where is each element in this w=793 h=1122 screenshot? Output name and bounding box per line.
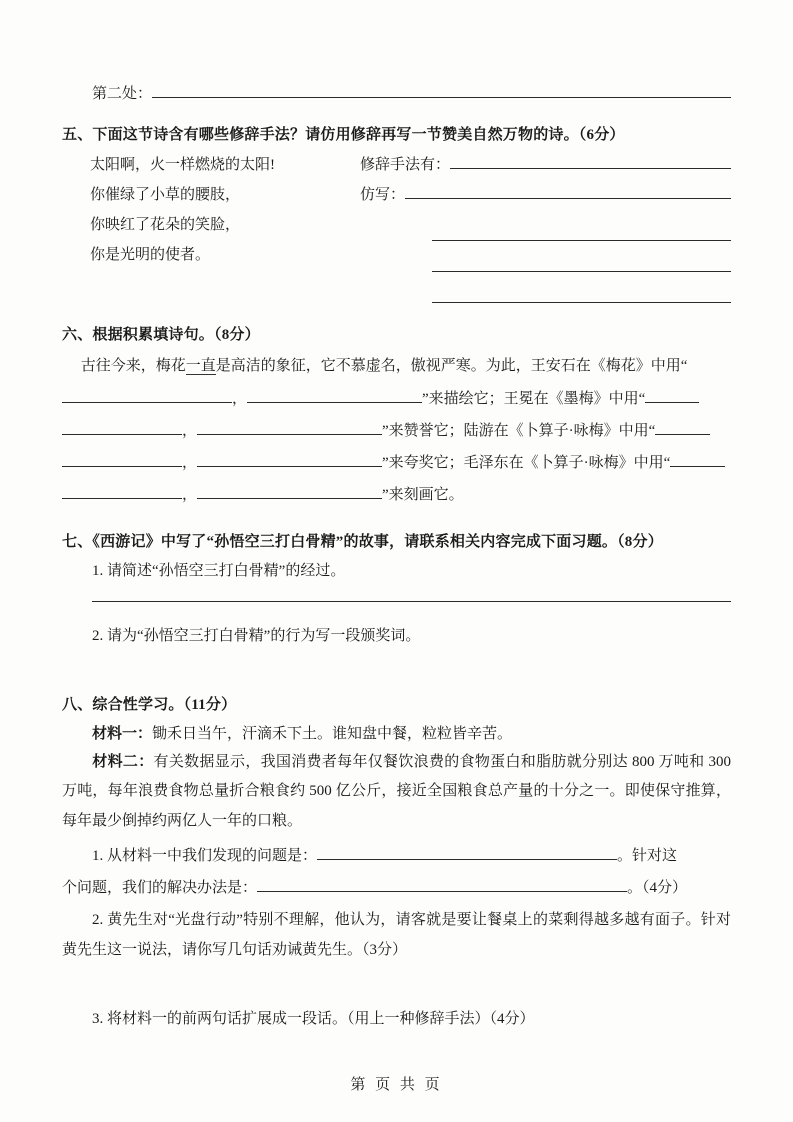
material-1-row: [62, 720, 731, 749]
section-5-poem-block: [62, 150, 731, 303]
section-8-question-3: [62, 1005, 731, 1034]
second-place-label: 第二处：: [92, 86, 153, 102]
poem-blank-1b[interactable]: [247, 386, 422, 403]
q1-blank-1[interactable]: [317, 843, 617, 860]
poem-blank-2a-cont[interactable]: [62, 418, 182, 435]
comma-2: ，: [182, 422, 198, 439]
q3-text: 3. 将材料一的前两句话扩展成一段话。（用上一种修辞手法）（4分）: [92, 1010, 535, 1027]
poem-line: 你是光明的使者。: [90, 247, 211, 264]
q1-text-b: 。针对这: [617, 847, 678, 864]
poem-blank-4a[interactable]: [670, 450, 725, 467]
imitation-blank-extra[interactable]: [432, 210, 731, 241]
poem-blank-2b[interactable]: [197, 418, 382, 435]
section-8-answer-space-2[interactable]: [62, 965, 731, 1005]
imitation-answer-row: [360, 180, 731, 210]
poem-fill-underlined-word: 一直: [185, 358, 216, 375]
poem-fill-text-e: ”来夸奖它；毛泽东在《卜算子·咏梅》中用“: [382, 455, 671, 471]
q2-text: 2. 黄先生对“光盘行动”特别不理解，他认为，请客就是要让餐桌上的菜剩得越多越有面子。针对黄先生这一说法，请你写几句话劝诫黄先生。（3分）: [62, 912, 731, 958]
poem-line: 你催绿了小草的腰肢，: [90, 187, 241, 204]
poem-blank-4a-cont[interactable]: [62, 483, 182, 500]
imitation-label: 仿写：: [360, 187, 406, 204]
material-2-text: 有关数据显示，我国消费者每年仅餐饮浪费的食物蛋白和脂肪就分别达 800 万吨和 300 万吨，每年浪费食物总量折合粮食约 500 亿公斤，接近全国粮食总产量的十分之一。即使保守推算，每年最少倒掉约两亿人一年的口粮。: [62, 754, 731, 829]
poem-line: 太阳啊，火一样燃烧的太阳!: [90, 157, 275, 174]
comma-4: ，: [182, 487, 198, 504]
section-7-question-1: 1. 请简述“孙悟空三打白骨精”的经过。: [92, 562, 346, 579]
rhetoric-answer-row: [360, 150, 731, 180]
poem-fill-text-d: ”来赞誉它；陆游在《卜算子·咏梅》中用“: [382, 422, 656, 439]
page-footer: 第 页 共 页: [350, 1077, 443, 1093]
material-2-label: 材料二：: [92, 754, 154, 770]
poem-fill-text-c: ”来描绘它；王冕在《墨梅》中用“: [422, 390, 646, 407]
q1-text-c: 个问题，我们的解决办法是：: [62, 880, 258, 896]
section-7-question-2: 2. 请为“孙悟空三打白骨精”的行为写一段颁奖词。: [92, 627, 421, 644]
section-7-answer-space-2[interactable]: [62, 645, 731, 679]
section-6-heading: 六、根据积累填诗句。（8分）: [62, 327, 260, 344]
poem-fill-text-f: ”来刻画它。: [382, 487, 464, 504]
q1-text-d: 。（4分）: [627, 880, 688, 896]
poem-line: 你映红了花朵的笑脸，: [90, 217, 241, 234]
imitation-blank[interactable]: [405, 183, 731, 199]
comma-3: ，: [182, 455, 198, 471]
section-5-heading: 五、下面这节诗含有哪些修辞手法？请仿用修辞再写一节赞美自然万物的诗。（6分）: [62, 127, 625, 144]
poem-blank-2a[interactable]: [645, 386, 699, 403]
imitation-blank-extra[interactable]: [432, 272, 731, 303]
q1-blank-2[interactable]: [257, 875, 627, 892]
section-8-question-2: [62, 906, 731, 965]
second-place-row: [62, 80, 731, 109]
poem-lines: [62, 150, 360, 303]
poem-fill-text-a: 古往今来，梅花: [80, 358, 186, 375]
poem-blank-4b[interactable]: [197, 483, 382, 500]
section-8-heading: 八、综合性学习。（11分）: [62, 696, 237, 713]
imitation-blank-extra[interactable]: [432, 241, 731, 272]
section-6-paragraph: [62, 350, 731, 511]
rhetoric-blank[interactable]: [450, 153, 731, 169]
section-7-answer-line-1[interactable]: [92, 600, 731, 602]
section-7-heading: 七、《西游记》中写了“孙悟空三打白骨精”的故事，请联系相关内容完成下面习题。（8分）: [62, 533, 663, 550]
section-8-question-1: [62, 840, 731, 905]
q1-text-a: 1. 从材料一中我们发现的问题是：: [92, 847, 318, 864]
material-1-text: 锄禾日当午，汗滴禾下土。谁知盘中餐，粒粒皆辛苦。: [152, 725, 513, 742]
poem-blank-3a-cont[interactable]: [62, 450, 182, 467]
material-2-row: [62, 748, 731, 836]
poem-blank-3b[interactable]: [197, 450, 382, 467]
poem-fill-text-b: 是高洁的象征，它不慕虚名，傲视严寒。为此，王安石在《梅花》中用“: [215, 358, 688, 375]
material-1-label: 材料一：: [92, 725, 153, 742]
poem-blank-3a[interactable]: [655, 418, 710, 435]
poem-blank-1a[interactable]: [62, 386, 232, 403]
comma-1: ，: [232, 390, 248, 407]
second-place-blank[interactable]: [152, 82, 731, 98]
rhetoric-label: 修辞手法有：: [360, 157, 451, 174]
answer-area: [360, 150, 731, 303]
